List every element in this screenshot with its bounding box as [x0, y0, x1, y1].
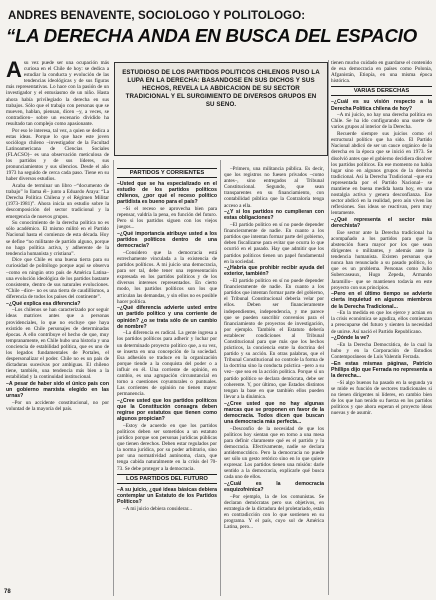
interview-answer: –A mi juicio, no hay una derecha política en Chile. Se ha ido configurando una suerte de varios grupos al interior de la Derecha. [331, 112, 432, 131]
interview-question: –En estas mismas páginas, Patricio Phillips dijo que Ferrada no representa a la derecha... [331, 360, 432, 379]
interview-question: –¿Qué diferencia advierte usted entre un partido político y una corriente de opinión? ¿o se trata sólo de un cambio de nombre? [117, 305, 217, 330]
drop-cap: A [6, 60, 22, 82]
interview-answer: –Estoy de acuerdo en que los partidos políticos deben ser sometidos a un estatuto jurídico porque son personas jurídicas públicas que tienen derechos. Deben estar regulados por la norma jurídica, por su poder arbitrario, sino por una normatividad autónoma, clara, que tenga cabida naturalmente en la crisis del 70-73. Se debe proteger a la democracia. [117, 422, 217, 472]
text-column-4 [331, 60, 432, 595]
section-subhead: PARTIDOS Y CORRIENTES [117, 168, 217, 178]
column-divider [328, 60, 329, 595]
column-divider [113, 160, 114, 596]
interview-answer: Recuerde siempre sus juicios como el estructural político que ha sido. El Partido Nacional abdicó de ser un cauce orgánico de la derecha en la época que se inició en 1973. Se disolvió antes que el gobierno decidiera disolver los partidos políticos. En ese momento no había lugar sino en algunos grupos de la derecha tradicional. Así la Derecha Tradicional –que era representada por el Partido Nacional– se mantiene en buena medida hasta hoy, en una nostalgia activa y genera desconfianza. Ese sector abdicó en la realidad, pero aún viven las reflexiones. Sus ideas se reactivan, pero muy lentamente. [331, 131, 432, 217]
interview-question: –¿Qué importancia atribuye usted a los partidos políticos dentro de una democracia? [117, 231, 217, 250]
interview-answer: –El partido político en sí no puede depender financieramente de nadie. En cuanto a los partidos que intentan formar parte del gobierno, deben fiscalizarse para evitar que ocurra lo que ocurrió en el pasado. Hay que admitir que los partidos políticos tienen un papel fundamental en la sociedad. [224, 222, 324, 265]
interview-answer: –Sí algo buenos ha pasado en la segunda ya se mide es función de sectores tradicionales si no tienen dirigentes ni líderes, en cambio bien de los que han tenido su fuerza en los partidos políticos y que ahora esperan el proyecto ideas nuevas y de asumir. [331, 379, 432, 417]
interview-question: –Pero en el último tiempo se advierte cierta inquietud en algunos miembros de la Derecha Tradicional... [331, 291, 432, 310]
interview-answer: –Primero, una militancia pública. Es decir, que los registros no fuesen privados –como antes–, sino entregados al Tribunal Constitucional. Segundo, que sean transparentes en su financiamiento, con contabilidad pública que la Contraloría tenga acceso a ella. [224, 166, 324, 209]
interview-question: –Usted que se ha especializado en el estudio de los partidos políticos chilenos, ¿por qué el receso político partidista es bueno para el país? [117, 181, 217, 206]
section-subhead: LOS PARTIDOS DEL FUTURO [117, 474, 217, 484]
interview-question: –¿Qué explica esa diferencia? [6, 300, 81, 307]
article-headline: “LA DERECHA ANDA EN BUSCA DEL ESPACIO [6, 25, 417, 46]
paragraph: Por eso le interesa, tal vez, a quien se dedica a estas ideas. Porque lo que hace este joven sociólogo chileno –investigador de la Facultad Latinoamericana de Ciencias Sociales (FLACSO)– es una observación meticulosa de los partidos y de sus líderes, sus pronunciamientos y sus silencios. Desde el año 1973 ha seguido de cerca cada paso. Tiene en su haber diversos estudios. [6, 127, 109, 183]
interview-answer: Ese sector ante la Derecha tradicional ha acompañado a los partidos para que la abstención fuera mayor por los que sean dirigentes o militantes, y además ante la tendencia humanista. Existen personas que nunca han renunciado a su pasado político, lo que es un problema. Personas como Julio Subercaseaux, Hugo Zepeda, Armando Jaramillo– que se mantienen todavía en este proyecto con sus principios. [331, 229, 432, 291]
paragraph: Dice que Chile es una buena tierra para su curiosidad de politólogo porque aquí se observa –como en ningún otro país de América Latina– una evolución ideológica de los partidos bastante consistente, dentro de sus naturales evoluciones. “Chile –dice– no es una tierra de caudillismos, a diferencia de todos los países del continente”. [6, 257, 109, 300]
interview-answer: –A mi juicio debiera considerar... [123, 505, 193, 512]
interview-question: –A su juicio, ¿qué ideas básicas debiera contemplar un Estatuto de los Partidos Políticos? [117, 486, 217, 505]
interview-answer: –Los chilenos se han caracterizado por seguir ideas matrices antes que a personas providenciales, lo que no excluye que haya existido en Chile personajes de determinadas épocas. A ello contribuye el hecho de que, muy tempranamente, en Chile hubo una historia y una conciencia de estabilidad política, que es uno de los legados fundamentales de Portales, el despersonalizar el poder. Chile no es un país de dictaduras sucesivas por ambiguas. El chileno tiene, también, una tendencia más bien a la estabilidad y la continuidad institucional. [6, 307, 109, 381]
interview-answer: tienen mucho cuidado en guardarse el contenido de esa democracia en países como Polonia, Afganistán, Etiopía, en una misma época histórica. [331, 60, 432, 85]
article-kicker: ANDRES BENAVENTE, SOCIOLOGO Y POLITOLOGO: [8, 10, 306, 22]
interview-question: –A pesar de haber sido el único país con un gobierno marxista elegido en las urnas? [6, 381, 109, 400]
interview-question: –¿Y si los partidos no cumplieran con estas obligaciones? [224, 209, 324, 222]
page-number: 78 [4, 589, 11, 595]
interview-answer: –Sí el receso se aprovecha bien para repensar, valdría la pena, en función del futuro. Pero si los partidos siguen con los viejos juegos... [117, 206, 217, 231]
text-column-3 [224, 166, 324, 595]
paragraph: Acaba de terminar un libro –“documento de trabajo” lo llama él– junto a Eduardo Araya: “La Derecha Política Chilena y el Régimen Militar (1973-1981)”. Ahora inicia un estudio sobre la descomposición del sector tradicional y la emergencia de nuevos grupos. [6, 183, 109, 220]
interview-answer: –En la Derecha Democrática, de la cual la hubo y en la Corporación de Estudios Contemporáneos de Luis Valentín Ferrada. [331, 341, 432, 361]
section-subhead: VARIAS DERECHAS [331, 86, 432, 96]
paragraph: su vez puede ser una ocupación más curiosa en el Chile de hoy: se dedica a estudiar la conducta y evolución de las tendencias ideológicas y de sus figuras más representativas. Lo hace con la pasión de un investigador y el entusiasmo de un niño. Hasta ahora había privilegiado la derecha en sus trabajos. Sólo que el trabajo con personas que se mueven, hablan, piensan, dicen –y, a veces, se contradicen– sobre un escenario dividido ha resultado tan complejo como apasionante. [6, 60, 109, 127]
callout-text: ESTUDIOSO DE LOS PARTIDOS POLITICOS CHILENOS PUSO LA LUPA EN LA DERECHA: BASANDOSE EN SUS DICHOS Y SUS HECHOS, REVELA LA ABDICACION DE SU SECTOR TRADICIONAL Y EL SURGIMIENTO DE DIVERSOS GRUPOS EN SU SENO. [122, 69, 320, 109]
interview-answer: –Considero que la democracia está estrechamente vinculada a la existencia de partidos políticos. A mi juicio una democracia, para ser tal, debe tener una representación expresada en los partidos políticos y de los diversos intereses representados. En cierto modo, los partidos políticos son los que articulan las demandas, y sin ellos no es posible hacer política. [117, 249, 217, 305]
interview-question: –¿Habría que prohibir recibir ayuda del exterior, también? [224, 265, 324, 278]
interview-question: –¿Qué representa el sector más derechista? [331, 217, 432, 230]
interview-answer: –Desconfío de la necesidad de que los políticos hoy sientan que en torno a una mesa para definir claramente qué es el partido y la democracia. Efectivamente, nadie se declara antidemocrático. Pero la democracia no puede ser sólo un gesto retórico sino en lo que quiere expresar. Los partidos tienen una misión: darle sentido a la democracia, explicarle qué busca cada uno de ellos. [224, 425, 324, 481]
interview-answer: –La diferencia es radical. La gente ingresa a los partidos políticos para adherir y luchar por un determinado proyecto político que, a su vez, se inserta en una concepción de la sociedad. Esa adhesión se traduce en la organización porque tiende a la conquista del poder o a influir en él. Una corriente de opinión, en cambio, es una agrupación circunstancial en torno a cuestiones coyunturales o puntuales. Las corrientes de opinión no tienen mayor permanencia. [117, 330, 217, 398]
callout-box [114, 62, 328, 156]
column-divider [220, 160, 221, 596]
interview-question: –¿Dónde la ve? [331, 335, 370, 342]
interview-question: –¿Cree usted que no hay algunas marcas que se proponen en favor de la democracia. Todos dicen que buscan una democracia más perfecta... [224, 400, 324, 425]
text-column-2 [117, 166, 217, 579]
interview-answer: –En la medida en que los ejerce y actúan en la crisis económica se agudiza, ellos comienzan a preocuparse del futuro y sienten la necesidad de unirse. Así nació el Partido Republicano. [331, 310, 432, 335]
interview-answer: –Por ejemplo, la de los comunistas. Se declaran demócratas pero sus objetivos, en estrategia de la dictadura del proletariado, están en contradicción con lo que sostienen en su programa. Y el país, cuyo sol de América Latina, pero... [224, 493, 324, 531]
paragraph: Su conocimiento de la derecha política no es sólo académico. El mismo militó en el Partido Nacional hasta el comienzo de esta década. Hoy se define “no militante de partido alguno, porque no hago política activa, y adherente de la tendencia humanista y cristiana”. [6, 220, 109, 257]
text-column-1 [6, 60, 109, 595]
interview-question: –¿Cuál es su visión respecto a la Derecha Política chilena de hoy? [331, 99, 432, 112]
interview-answer: –El partido político en sí no puede depender financieramente de nadie. En cuanto a los partidos que intentan formar parte del gobierno, el Tribunal Constitucional debería velar por ellos. Deben ser financieramente independientes, independencia, y me parece que se pueden suscribir convenios para el financiamiento de proyectos de investigación, por ejemplo. También el Estatuto debería establecer condiciones al Tribunal Constitucional para que más que los hechos prácticos, la conciencia entre la doctrina del partido y su acción. En otras palabras, que el Tribunal Constitucional no controle la forma de la doctrina sino la conducta práctica –pero a su vez– que sea en la acción política. Porque si un partido político se declara demócrata, debe ser coherente. Y, por último, que Estados distintos tengan la base en que también ellos pueden llevar a la dinámica. [224, 278, 324, 400]
interview-question: –¿Cuál es la democracia esquizofrénica? [224, 480, 324, 494]
interview-question: –¿Cree usted que los partidos políticos que la Constitución consagra deben regirse por estatutos que tienen como algunos propician? [117, 397, 217, 423]
interview-answer: –Por un accidente constitucional, no por voluntad de la mayoría del país. [6, 399, 109, 412]
